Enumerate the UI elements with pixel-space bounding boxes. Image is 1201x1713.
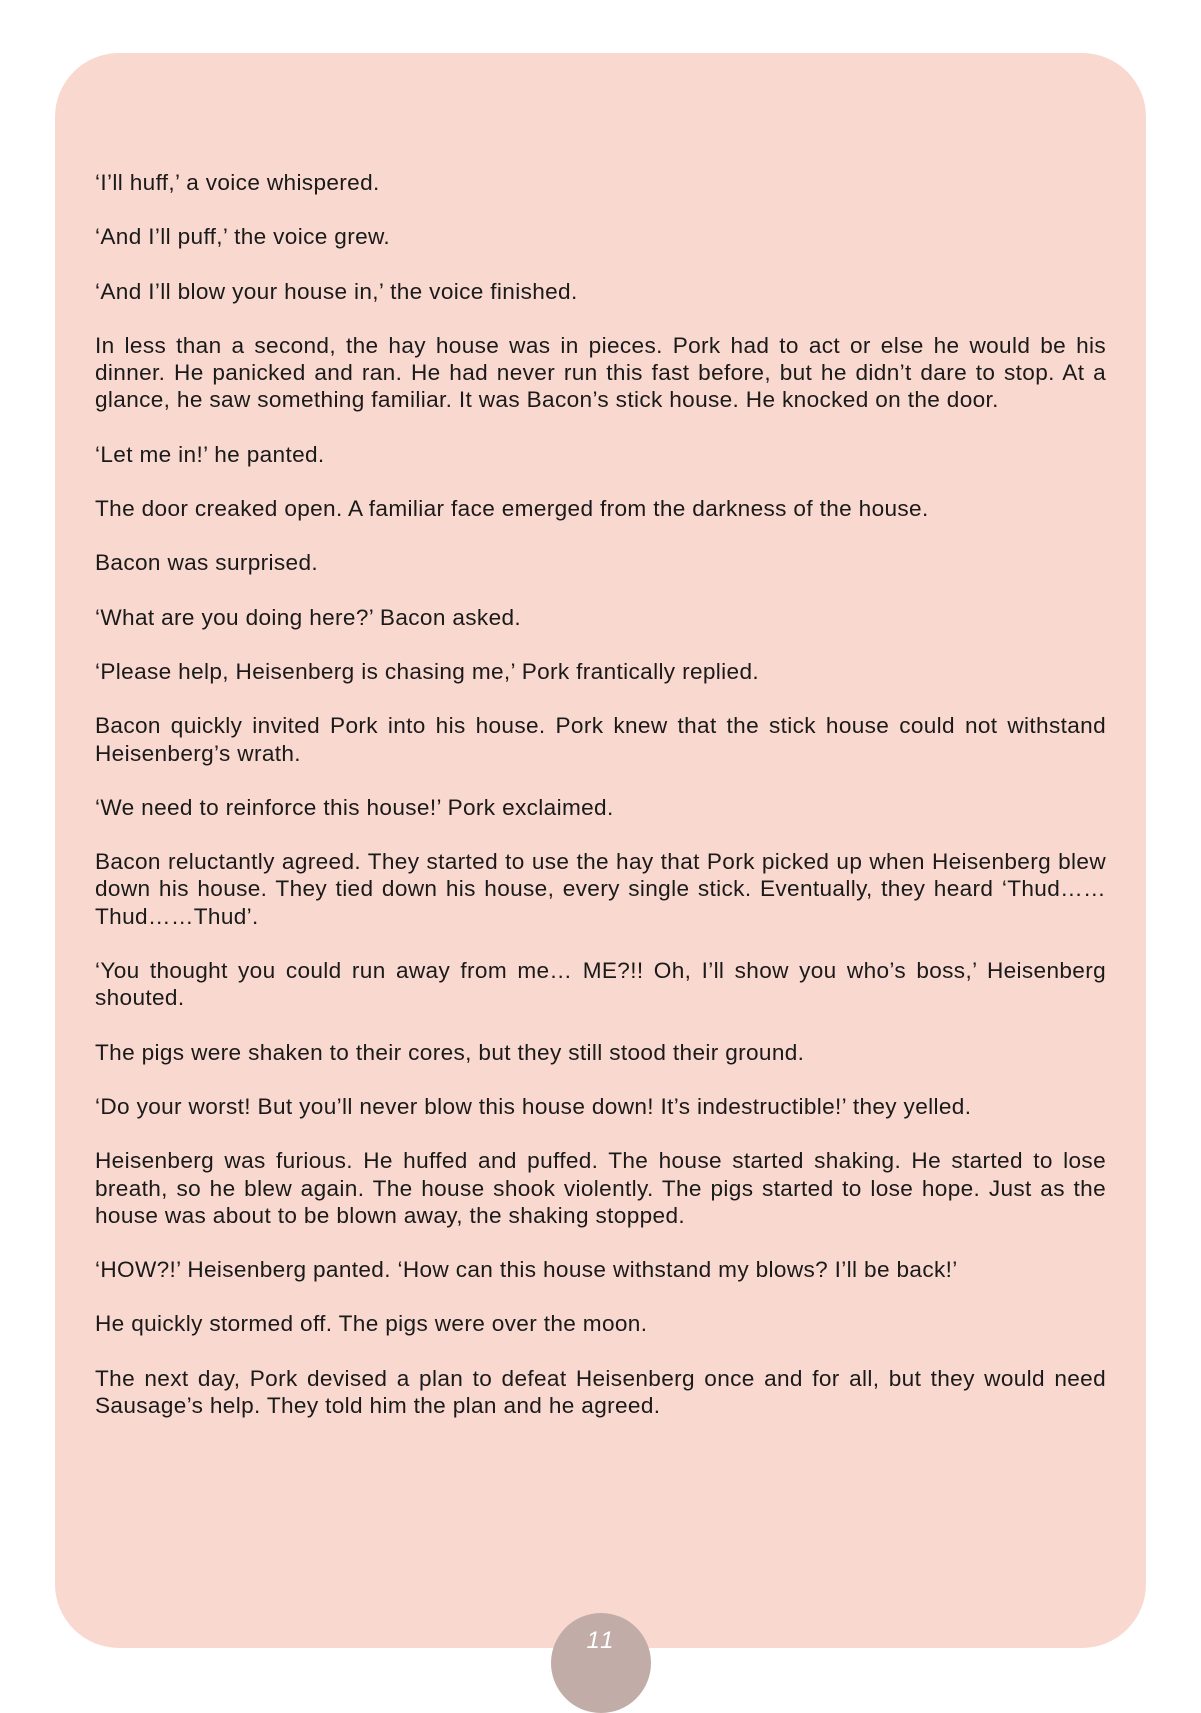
- story-paragraph: Heisenberg was furious. He huffed and puffed. The house started shaking. He started to lose breath, so he blew again. The house shook violently. The pigs started to lose hope. Just as the house was about to be blown away, the shaking stopped.: [95, 1148, 1106, 1228]
- story-paragraph: Bacon reluctantly agreed. They started to use the hay that Pork picked up when Heisenberg blew down his house. They tied down his house, every single stick. Eventually, they heard ‘Thud……Thud……Thud’.: [95, 849, 1106, 929]
- story-paragraph: The door creaked open. A familiar face emerged from the darkness of the house.: [95, 496, 929, 522]
- story-paragraph: ‘You thought you could run away from me… ME?!! Oh, I’ll show you who’s boss,’ Heisenberg shouted.: [95, 958, 1106, 1011]
- story-paragraph: ‘What are you doing here?’ Bacon asked.: [95, 604, 522, 630]
- page-number: 11: [586, 1627, 616, 1654]
- story-paragraph: ‘I’ll huff,’ a voice whispered.: [95, 170, 380, 195]
- page-number-badge: [551, 1613, 651, 1713]
- story-paragraph: Bacon was surprised.: [95, 550, 318, 576]
- story-paragraph: ‘Let me in!’ he panted.: [95, 441, 325, 467]
- story-paragraph: The pigs were shaken to their cores, but they still stood their ground.: [95, 1039, 805, 1065]
- story-paragraph: ‘HOW?!’ Heisenberg panted. ‘How can this house withstand my blows? I’ll be back!’: [95, 1257, 958, 1283]
- story-paragraph: He quickly stormed off. The pigs were over the moon.: [95, 1311, 648, 1337]
- story-text: [95, 169, 1106, 1419]
- story-paragraph: Bacon quickly invited Pork into his house. Pork knew that the stick house could not withstand Heisenberg’s wrath.: [95, 713, 1106, 766]
- story-paragraph: ‘And I’ll blow your house in,’ the voice finished.: [95, 278, 578, 304]
- story-page-card: [55, 53, 1146, 1648]
- story-paragraph: ‘Do your worst! But you’ll never blow this house down! It’s indestructible!’ they yelled.: [95, 1093, 972, 1119]
- story-paragraph: The next day, Pork devised a plan to defeat Heisenberg once and for all, but they would need Sausage’s help. They told him the plan and he agreed.: [95, 1365, 1106, 1419]
- story-paragraph: ‘And I’ll puff,’ the voice grew.: [95, 224, 391, 250]
- story-paragraph: ‘We need to reinforce this house!’ Pork exclaimed.: [95, 794, 614, 820]
- story-paragraph: ‘Please help, Heisenberg is chasing me,’ Pork frantically replied.: [95, 658, 759, 684]
- story-paragraph: In less than a second, the hay house was in pieces. Pork had to act or else he would be his dinner. He panicked and ran. He had never run this fast before, but he didn’t dare to stop. At a glance, he saw something familiar. It was Bacon’s stick house. He knocked on the door.: [95, 332, 1106, 413]
